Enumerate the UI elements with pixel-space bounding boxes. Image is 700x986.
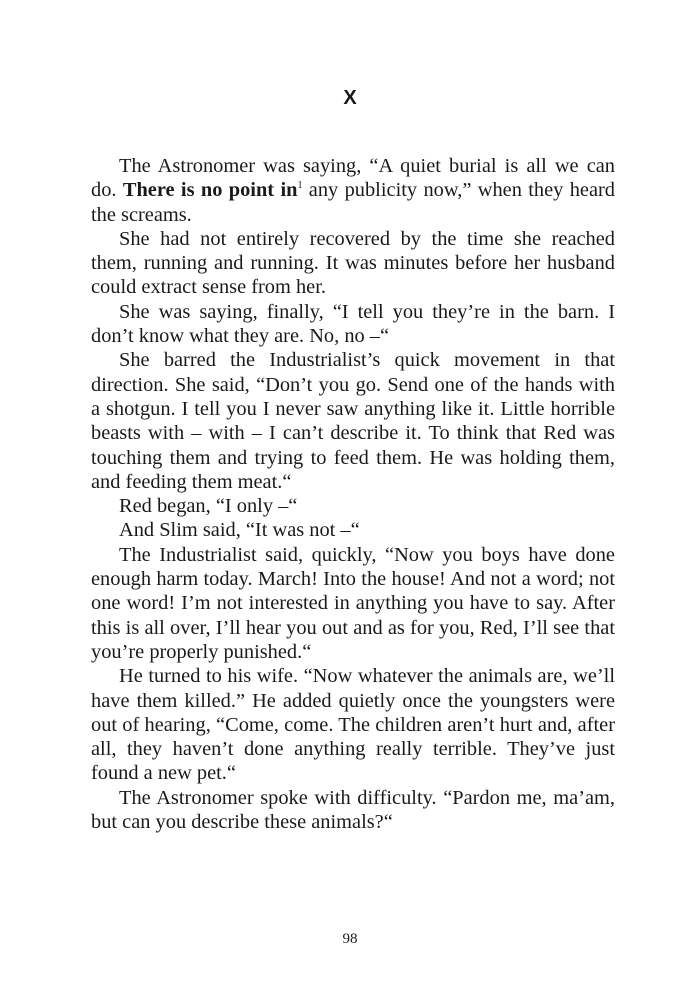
chapter-title: X <box>343 87 357 109</box>
paragraph-2: She had not entirely recovered by the time she reached them, running and running. It was minutes before her husband could extract sense from her. <box>91 227 615 299</box>
chapter-body <box>91 154 615 834</box>
paragraph-7: The Industrialist said, quickly, “Now you boys have done enough harm today. March! Into the house! And not a word; not one word! I’m not interested in anything you have to say. After this is all over, I’ll hear you out and as for you, Red, I’ll see that you’re properly punished.“ <box>91 543 615 663</box>
page-number: 98 <box>342 931 358 947</box>
footnote-reference[interactable]: 1 <box>297 180 303 192</box>
paragraph-3: She was saying, finally, “I tell you they’re in the barn. I don’t know what they are. No, no –“ <box>91 300 615 348</box>
paragraph-1-tail: any publicity now,” when they heard the screams. <box>91 179 615 226</box>
bold-phrase: There is no point in <box>122 179 298 202</box>
paragraph-1 <box>91 154 615 227</box>
paragraph-6: And Slim said, “It was not –“ <box>119 519 360 542</box>
paragraph-1-lead: The Astronomer was saying, “A quiet burial is all we can do. <box>91 155 615 202</box>
paragraph-5: Red began, “I only –“ <box>119 495 298 518</box>
paragraph-8: He turned to his wife. “Now whatever the animals are, we’ll have them killed.” He added quietly once the youngsters were out of hearing, “Come, come. The children aren’t hurt and, after all, they haven’t done anything really terrible. They’ve just found a new pet.“ <box>91 665 615 785</box>
paragraph-9: The Astronomer spoke with difficulty. “Pardon me, ma’am, but can you describe these animals?“ <box>91 786 615 834</box>
paragraph-4: She barred the Industrialist’s quick movement in that direction. She said, “Don’t you go. Send one of the hands with a shotgun. I tell you I never saw anything like it. Little horrible beasts with – with – I can’t describe it. To think that Red was touching them and trying to feed them. He was holding them, and feeding them meat.“ <box>91 349 615 493</box>
